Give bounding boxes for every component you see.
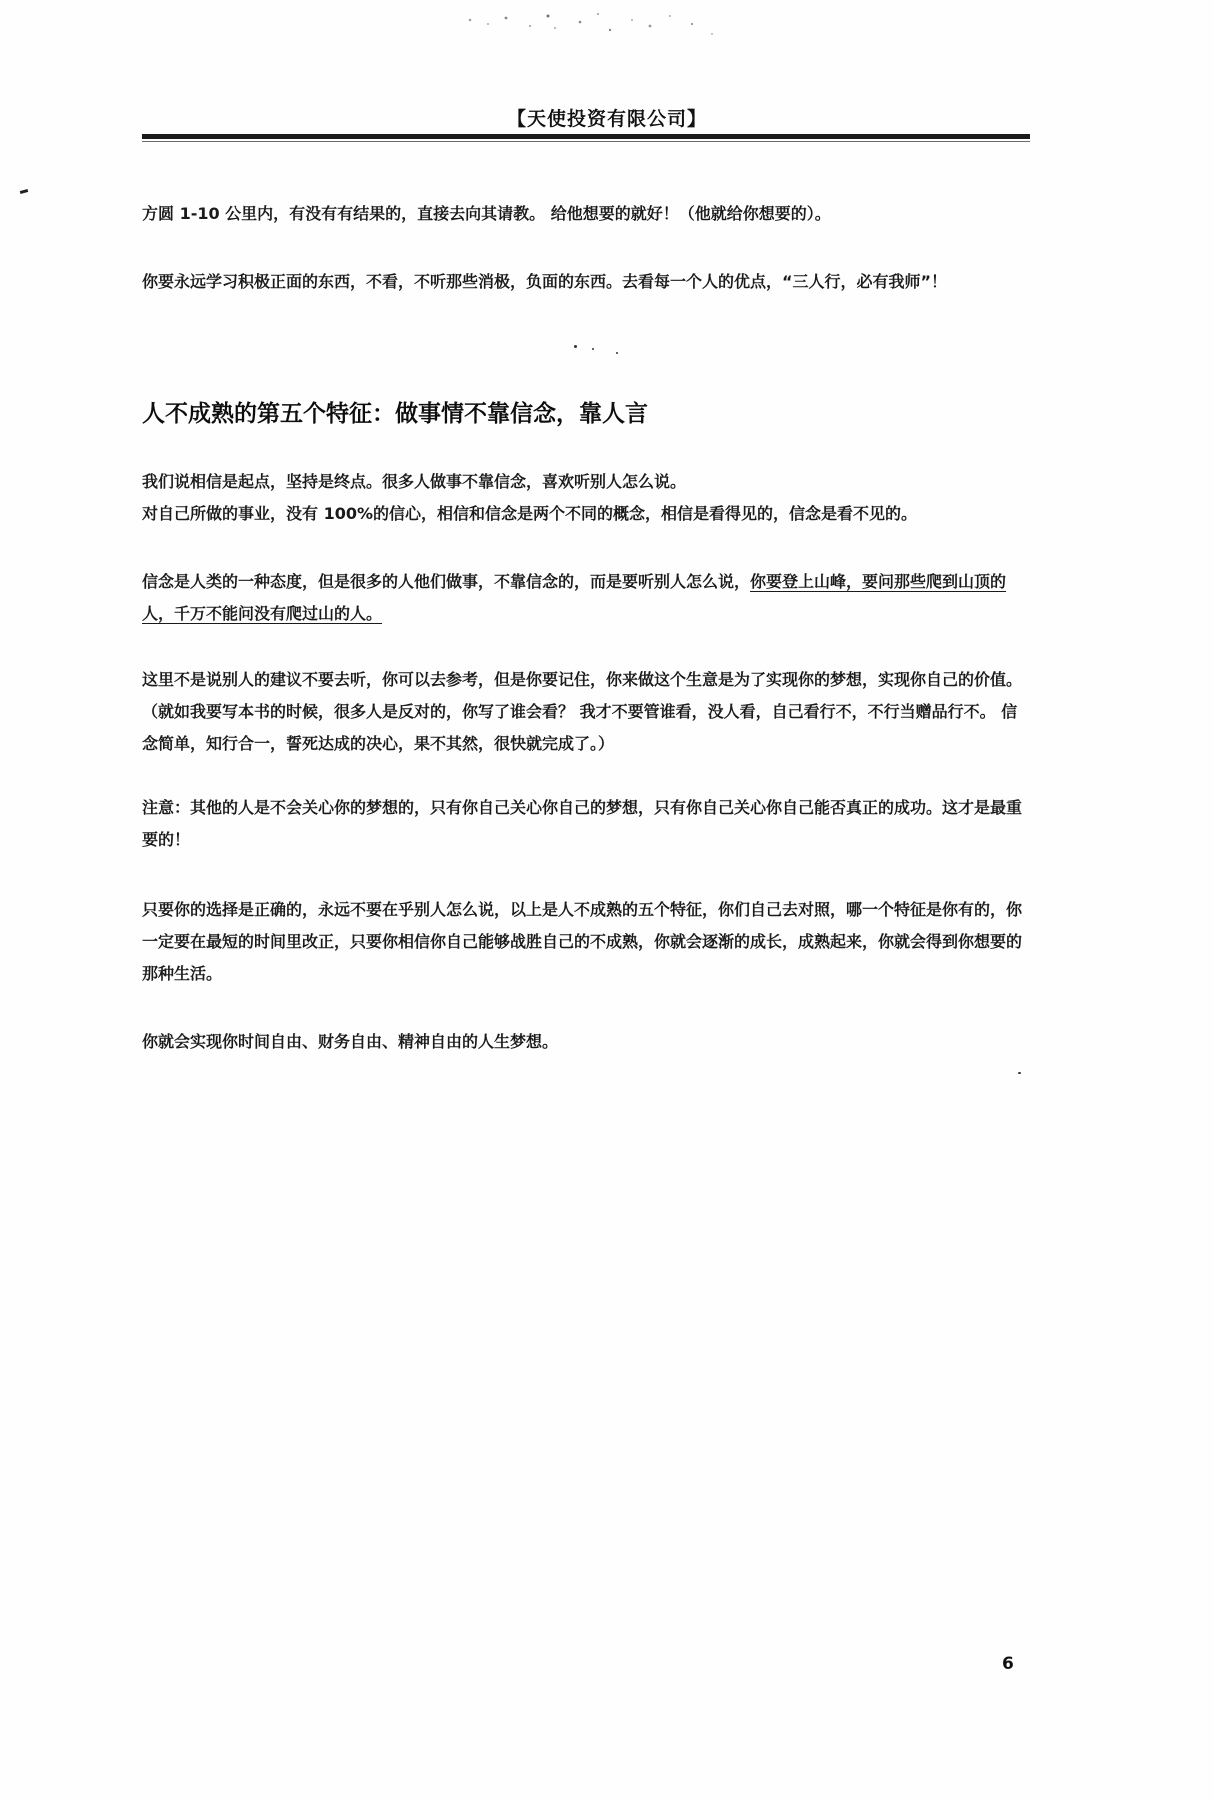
header-divider-thin (142, 141, 1030, 142)
header-divider (142, 134, 1030, 139)
paragraph-4 (142, 566, 1030, 630)
paragraph-7: 只要你的选择是正确的，永远不要在乎别人怎么说，以上是人不成熟的五个特征，你们自己去对照，哪一个特征是你有的，你一定要在最短的时间里改正，只要你相信你自己能够战胜自己的不成熟，你就会逐渐的成长，成熟起来，你就会得到你想要的那种生活。 (142, 900, 1023, 983)
paragraph-1: 方圆 1-10 公里内，有没有有结果的，直接去向其请教。 给他想要的就好！（他就给你想要的）。 (142, 204, 831, 223)
paragraph-6: 注意：其他的人是不会关心你的梦想的，只有你自己关心你自己的梦想，只有你自己关心你自己能否真正的成功。这才是最重要的！ (142, 798, 1023, 849)
paragraph-3-line-2: 对自己所做的事业，没有 100%的信心，相信和信念是两个不同的概念，相信是看得见的，信念是看不见的。 (142, 504, 918, 523)
paragraph-2: 你要永远学习积极正面的东西，不看，不听那些消极，负面的东西。去看每一个人的优点，“三人行，必有我师”！ (142, 272, 948, 291)
scan-noise (460, 4, 740, 44)
scan-speck (592, 348, 594, 350)
paragraph-8: 你就会实现你时间自由、财务自由、精神自由的人生梦想。 (142, 1032, 559, 1051)
scan-speck (574, 345, 577, 348)
scan-speck (616, 352, 618, 354)
paragraph-4-text: 信念是人类的一种态度，但是很多的人他们做事，不靠信念的，而是要听别人怎么说， (142, 572, 751, 591)
paragraph-3-line-1: 我们说相信是起点，坚持是终点。很多人做事不靠信念，喜欢听别人怎么说。 (142, 472, 687, 491)
company-header: 【天使投资有限公司】 (506, 108, 707, 130)
paragraph-4-underlined-quote: 你要登上山峰，要问那些爬到山顶的人，千万不能问没有爬过山的人。 (142, 572, 1007, 623)
section-heading: 人不成熟的第五个特征：做事情不靠信念，靠人言 (142, 401, 648, 427)
scan-speck (1018, 1072, 1021, 1074)
scan-mark (20, 189, 29, 194)
page-number: 6 (1002, 1654, 1014, 1674)
paragraph-5: 这里不是说别人的建议不要去听，你可以去参考，但是你要记住，你来做这个生意是为了实现你的梦想，实现你自己的价值。（就如我要写本书的时候，很多人是反对的，你写了谁会看？ 我才不要管谁看，没人看，自己看行不，不行当赠品行不。 信念简单，知行合一，誓死达成的决心，果不其然，很快就完成了。） (142, 670, 1023, 753)
